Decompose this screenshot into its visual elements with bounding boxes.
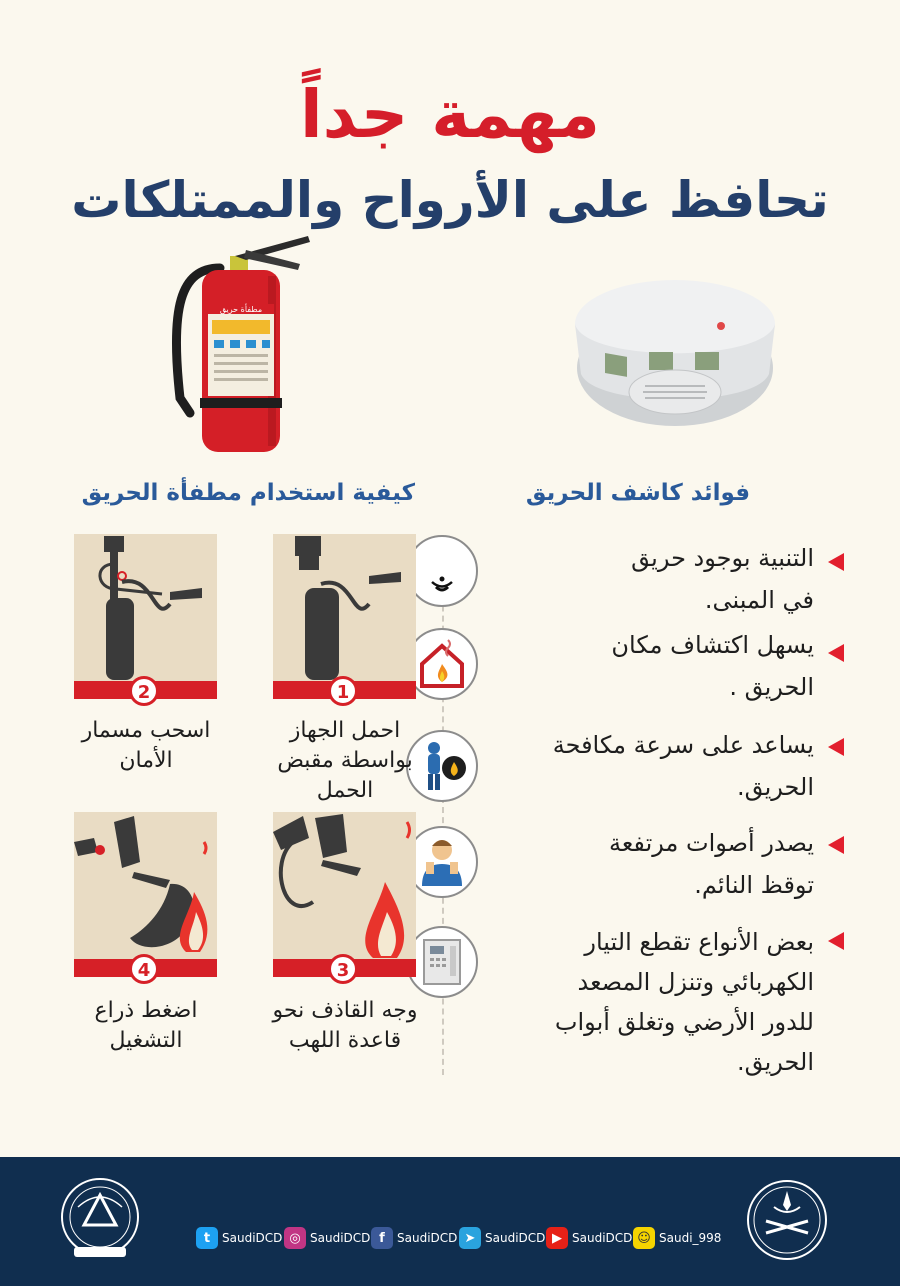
step-card-1 (273, 534, 416, 703)
step-card-4 (74, 812, 217, 981)
benefit-line: يسهل اكتشاف مكان (611, 631, 814, 659)
ministry-interior-logo (744, 1177, 830, 1263)
snapchat-link[interactable]: ☺ Saudi_998 (633, 1226, 721, 1250)
page-title: مهمة جداً (300, 76, 600, 153)
step-number: 2 (129, 676, 159, 706)
telegram-link[interactable]: ➤ SaudiDCD (459, 1226, 545, 1250)
step-2-label: اسحب مسمار الأمان (81, 718, 211, 773)
benefit-item (400, 537, 850, 617)
burning-house-icon (406, 628, 478, 700)
step-number: 1 (328, 676, 358, 706)
control-panel-icon (406, 926, 478, 998)
benefit-line: توقظ النائم. (694, 871, 814, 899)
benefit-line: للدور الأرضي وتغلق أبواب (554, 1008, 814, 1036)
bullet-arrow-icon (828, 932, 844, 950)
aim-nozzle-icon (273, 812, 416, 962)
bullet-arrow-icon (828, 836, 844, 854)
facebook-link[interactable]: f SaudiDCD (371, 1226, 457, 1250)
youtube-link[interactable]: ▶ SaudiDCD (546, 1226, 632, 1250)
social-links (196, 1226, 722, 1252)
instagram-link[interactable]: ◎ SaudiDCD (284, 1226, 370, 1250)
step-4-label: اضغط ذراع التشغيل (94, 998, 198, 1053)
snapchat-icon: ☺ (633, 1227, 655, 1249)
benefit-line: الحريق. (736, 1048, 814, 1076)
sleeping-child-icon (406, 826, 478, 898)
step-3-label: وجه القاذف نحو قاعدة اللهب (272, 998, 418, 1053)
step-number: 3 (328, 954, 358, 984)
benefit-item (400, 630, 850, 710)
fire-extinguisher-icon (160, 228, 320, 458)
step-number: 4 (129, 954, 159, 984)
benefit-line: الكهربائي وتنزل المصعد (577, 968, 814, 996)
benefit-item (400, 926, 850, 1086)
extinguisher-usage-heading: كيفية استخدام مطفأة الحريق (81, 480, 415, 506)
instagram-icon: ◎ (284, 1227, 306, 1249)
bullet-arrow-icon (828, 553, 844, 571)
benefit-item (400, 828, 850, 908)
twitter-icon: t (196, 1227, 218, 1249)
benefit-line: التنبية بوجود حريق (631, 544, 814, 572)
twitter-link[interactable]: t SaudiDCD (196, 1226, 282, 1250)
civil-defense-logo (54, 1177, 146, 1263)
detector-benefits-heading: فوائد كاشف الحريق (525, 480, 750, 506)
bullet-arrow-icon (828, 644, 844, 662)
step-card-3 (273, 812, 416, 981)
facebook-icon: f (371, 1227, 393, 1249)
benefit-line: بعض الأنواع تقطع التيار (584, 928, 814, 956)
youtube-icon: ▶ (546, 1227, 568, 1249)
benefit-item (400, 732, 850, 812)
benefit-line: يصدر أصوات مرتفعة (608, 829, 814, 857)
step-1-label: احمل الجهاز بواسطة مقبض الحمل (277, 718, 413, 803)
squeeze-lever-icon (74, 812, 217, 962)
benefit-line: الحريق. (736, 773, 814, 801)
page-subtitle: تحافظ على الأرواح والممتلكات (71, 171, 829, 229)
telegram-icon: ➤ (459, 1227, 481, 1249)
benefit-line: يساعد على سرعة مكافحة (552, 731, 814, 759)
extinguisher-label: مطفأة حريق (219, 305, 263, 314)
detector-icon (406, 535, 478, 607)
carry-extinguisher-icon (273, 534, 416, 684)
pull-pin-icon (74, 534, 217, 684)
bullet-arrow-icon (828, 738, 844, 756)
smoke-detector-icon (565, 268, 785, 433)
step-card-2 (74, 534, 217, 703)
benefit-line: الحريق . (729, 673, 814, 701)
benefit-line: في المبنى. (704, 586, 814, 614)
